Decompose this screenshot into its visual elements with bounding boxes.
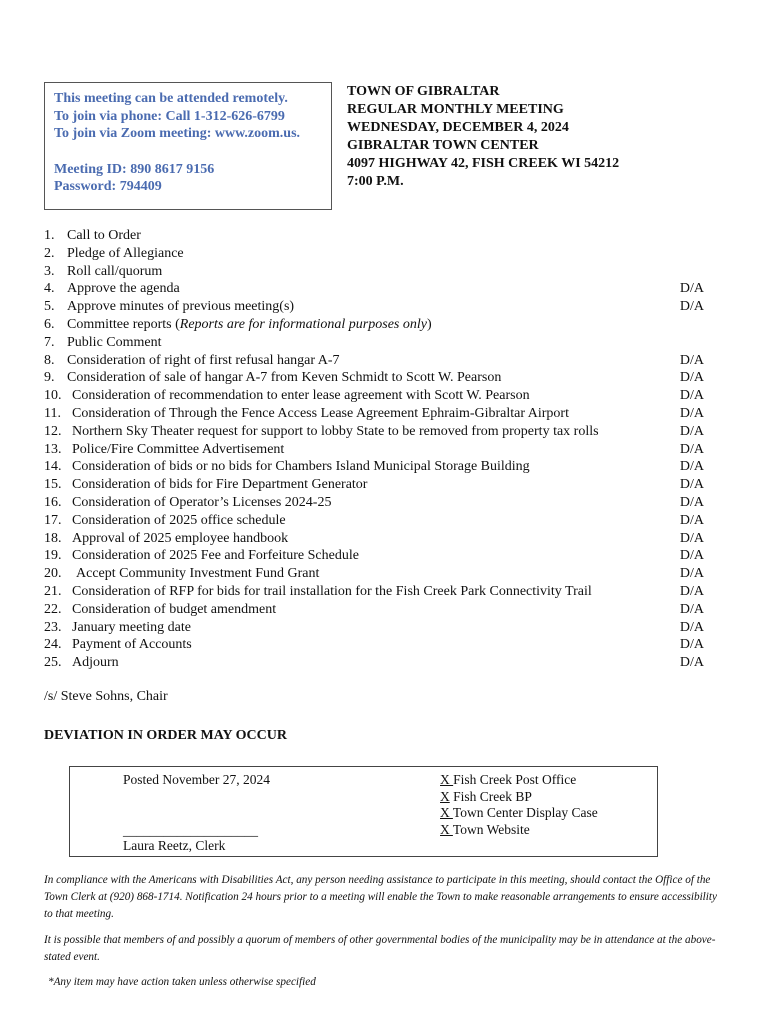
agenda-item-action: D/A xyxy=(679,388,704,404)
agenda-item xyxy=(44,636,710,654)
agenda-item-action: D/A xyxy=(679,423,704,439)
agenda-item-text xyxy=(67,316,432,334)
agenda-item-text: Call to Order xyxy=(67,228,141,243)
agenda-item-text: Consideration of RFP for bids for trail installation for the Fish Creek Park Connectivity Trail xyxy=(72,583,592,599)
agenda-item xyxy=(44,280,710,298)
agenda-item-number: 20. xyxy=(44,566,62,582)
agenda-item xyxy=(44,387,710,405)
agenda-item xyxy=(44,547,710,565)
posting-location xyxy=(440,789,598,806)
agenda-item-text: Approval of 2025 employee handbook xyxy=(72,530,289,546)
agenda-item-number: 13. xyxy=(44,441,62,457)
agenda-item-number: 14. xyxy=(44,459,62,475)
agenda-item xyxy=(44,654,710,672)
signature-line: ____________________ xyxy=(123,823,258,838)
agenda-item-action: D/A xyxy=(679,459,704,475)
agenda-item-text: Accept Community Investment Fund Grant xyxy=(76,566,320,582)
agenda-item-action: D/A xyxy=(679,477,704,493)
agenda-item xyxy=(44,263,710,281)
agenda-item-label-end: ) xyxy=(426,316,432,332)
agenda-item-number: 5. xyxy=(44,299,55,315)
agenda-item-text: Approve the agenda xyxy=(67,281,180,297)
checkmark: X xyxy=(440,821,453,837)
posting-location xyxy=(440,805,598,822)
agenda-item-text: Police/Fire Committee Advertisement xyxy=(72,441,285,457)
agenda-item-number: 22. xyxy=(44,601,62,617)
agenda-item-number: 9. xyxy=(44,370,55,386)
agenda-item-action: D/A xyxy=(679,583,704,599)
agenda-item-text: January meeting date xyxy=(72,619,191,635)
agenda-item xyxy=(44,494,710,512)
remote-attendance-box xyxy=(44,82,332,210)
agenda-item-action: D/A xyxy=(679,619,704,635)
agenda-item-text: Northern Sky Theater request for support to lobby State to be removed from property tax rolls xyxy=(72,423,599,439)
agenda-item-text: Pledge of Allegiance xyxy=(67,245,184,261)
agenda-item xyxy=(44,565,710,583)
agenda-item-label: Committee reports ( xyxy=(67,316,180,332)
agenda-item-number: 6. xyxy=(44,316,55,332)
agenda-item-action: D/A xyxy=(679,405,704,421)
meeting-type: REGULAR MONTHLY MEETING xyxy=(347,102,564,117)
action-footnote: *Any item may have action taken unless otherwise specified xyxy=(48,976,316,988)
meeting-id: Meeting ID: 890 8617 9156 xyxy=(54,161,215,177)
agenda-item-number: 16. xyxy=(44,494,62,510)
remote-notice: This meeting can be attended remotely. xyxy=(54,91,288,106)
agenda-item-action: D/A xyxy=(679,601,704,617)
chair-signature: /s/ Steve Sohns, Chair xyxy=(44,689,168,704)
agenda-item-number: 2. xyxy=(44,245,55,261)
agenda-item-text: Consideration of 2025 office schedule xyxy=(72,512,286,528)
deviation-notice: DEVIATION IN ORDER MAY OCCUR xyxy=(44,728,287,743)
agenda-item-number: 4. xyxy=(44,281,55,297)
location-name: Town Website xyxy=(452,821,530,837)
agenda-item xyxy=(44,298,710,316)
agenda-item-action: D/A xyxy=(679,530,704,546)
agenda-item-text: Roll call/quorum xyxy=(67,263,163,279)
agenda-item-action: D/A xyxy=(679,655,704,671)
agenda-item xyxy=(44,441,710,459)
posting-box xyxy=(69,766,658,857)
agenda-item-action: D/A xyxy=(679,548,704,564)
agenda-list xyxy=(44,227,710,672)
agenda-item-action: D/A xyxy=(679,512,704,528)
agenda-item-number: 12. xyxy=(44,423,62,439)
agenda-item-number: 7. xyxy=(44,334,55,350)
agenda-item-number: 25. xyxy=(44,655,62,671)
agenda-item-text: Adjourn xyxy=(72,655,119,671)
agenda-item-number: 8. xyxy=(44,352,55,368)
agenda-item-text: Consideration of Through the Fence Access Lease Agreement Ephraim-Gibraltar Airport xyxy=(72,405,569,421)
agenda-item xyxy=(44,423,710,441)
agenda-item-action: D/A xyxy=(679,299,704,315)
location-name: Fish Creek Post Office xyxy=(453,772,577,787)
posting-location xyxy=(440,772,598,789)
agenda-item xyxy=(44,476,710,494)
phone-join-info: To join via phone: Call 1-312-626-6799 xyxy=(54,108,285,124)
agenda-item-text: Public Comment xyxy=(67,334,162,350)
agenda-item xyxy=(44,619,710,637)
agenda-item-text: Consideration of bids or no bids for Chambers Island Municipal Storage Building xyxy=(72,459,530,475)
agenda-item xyxy=(44,530,710,548)
posting-location xyxy=(440,822,598,839)
quorum-notice: It is possible that members of and possibly a quorum of members of other governmental bodies of the municipality may be in attendance at the above-stated event. xyxy=(44,934,716,963)
agenda-item-number: 11. xyxy=(44,405,61,421)
agenda-item xyxy=(44,352,710,370)
agenda-item-number: 23. xyxy=(44,619,62,635)
agenda-item xyxy=(44,512,710,530)
town-name: TOWN OF GIBRALTAR xyxy=(347,84,500,99)
meeting-header xyxy=(347,83,619,191)
agenda-item xyxy=(44,369,710,387)
zoom-join-info: To join via Zoom meeting: www.zoom.us. xyxy=(54,126,301,141)
agenda-item-action: D/A xyxy=(679,441,704,457)
agenda-item-action: D/A xyxy=(679,637,704,653)
agenda-item-text: Approve minutes of previous meeting(s) xyxy=(67,299,295,315)
meeting-password: Password: 794409 xyxy=(54,179,162,194)
agenda-item xyxy=(44,601,710,619)
agenda-item-action: D/A xyxy=(679,352,704,368)
agenda-item xyxy=(44,334,710,352)
agenda-item-number: 15. xyxy=(44,477,62,493)
meeting-date: WEDNESDAY, DECEMBER 4, 2024 xyxy=(347,120,569,135)
agenda-item-text: Consideration of sale of hangar A-7 from Keven Schmidt to Scott W. Pearson xyxy=(67,370,502,386)
agenda-item-text: Consideration of Operator’s Licenses 2024-25 xyxy=(72,494,332,510)
agenda-item-action: D/A xyxy=(679,370,704,386)
agenda-item-text: Consideration of budget amendment xyxy=(72,601,277,617)
agenda-item-note: Reports are for informational purposes only xyxy=(179,316,427,332)
agenda-item-number: 3. xyxy=(44,263,55,279)
agenda-item-action: D/A xyxy=(679,566,704,582)
agenda-item-number: 10. xyxy=(44,388,62,404)
agenda-item-text: Payment of Accounts xyxy=(72,637,192,653)
agenda-item-text: Consideration of 2025 Fee and Forfeiture Schedule xyxy=(72,548,359,564)
checkmark: X xyxy=(440,788,450,804)
agenda-item-action: D/A xyxy=(679,281,704,297)
agenda-item xyxy=(44,245,710,263)
checkmark: X xyxy=(440,805,453,821)
agenda-item-text: Consideration of right of first refusal hangar A-7 xyxy=(67,352,340,368)
agenda-item xyxy=(44,227,710,245)
clerk-name: Laura Reetz, Clerk xyxy=(123,838,226,853)
posting-locations xyxy=(440,772,598,838)
agenda-item xyxy=(44,458,710,476)
agenda-item xyxy=(44,405,710,423)
agenda-item-text: Consideration of bids for Fire Department Generator xyxy=(72,477,368,493)
location-name: Fish Creek BP xyxy=(453,788,532,804)
meeting-venue: GIBRALTAR TOWN CENTER xyxy=(347,138,539,153)
agenda-item-number: 18. xyxy=(44,530,62,546)
agenda-item xyxy=(44,583,710,601)
agenda-item-text: Consideration of recommendation to enter lease agreement with Scott W. Pearson xyxy=(72,388,530,404)
agenda-item-number: 17. xyxy=(44,512,62,528)
agenda-item-action: D/A xyxy=(679,494,704,510)
meeting-address: 4097 HIGHWAY 42, FISH CREEK WI 54212 xyxy=(347,156,620,171)
agenda-item-number: 19. xyxy=(44,548,62,564)
meeting-time: 7:00 P.M. xyxy=(347,174,404,189)
agenda-item xyxy=(44,316,710,334)
agenda-item-number: 1. xyxy=(44,228,55,243)
location-name: Town Center Display Case xyxy=(452,805,598,821)
agenda-item-number: 21. xyxy=(44,583,62,599)
agenda-item-number: 24. xyxy=(44,637,62,653)
ada-notice: In compliance with the Americans with Disabilities Act, any person needing assistance to participate in this meeting, should contact the Office of the Town Clerk at (920) 868-1714. Notification 24 hours prior to a meeting will enable the Town to make reasonable arrangements to ensure accessibility to that meeting. xyxy=(44,874,717,920)
posted-date: Posted November 27, 2024 xyxy=(123,772,270,787)
checkmark: X xyxy=(440,772,454,787)
